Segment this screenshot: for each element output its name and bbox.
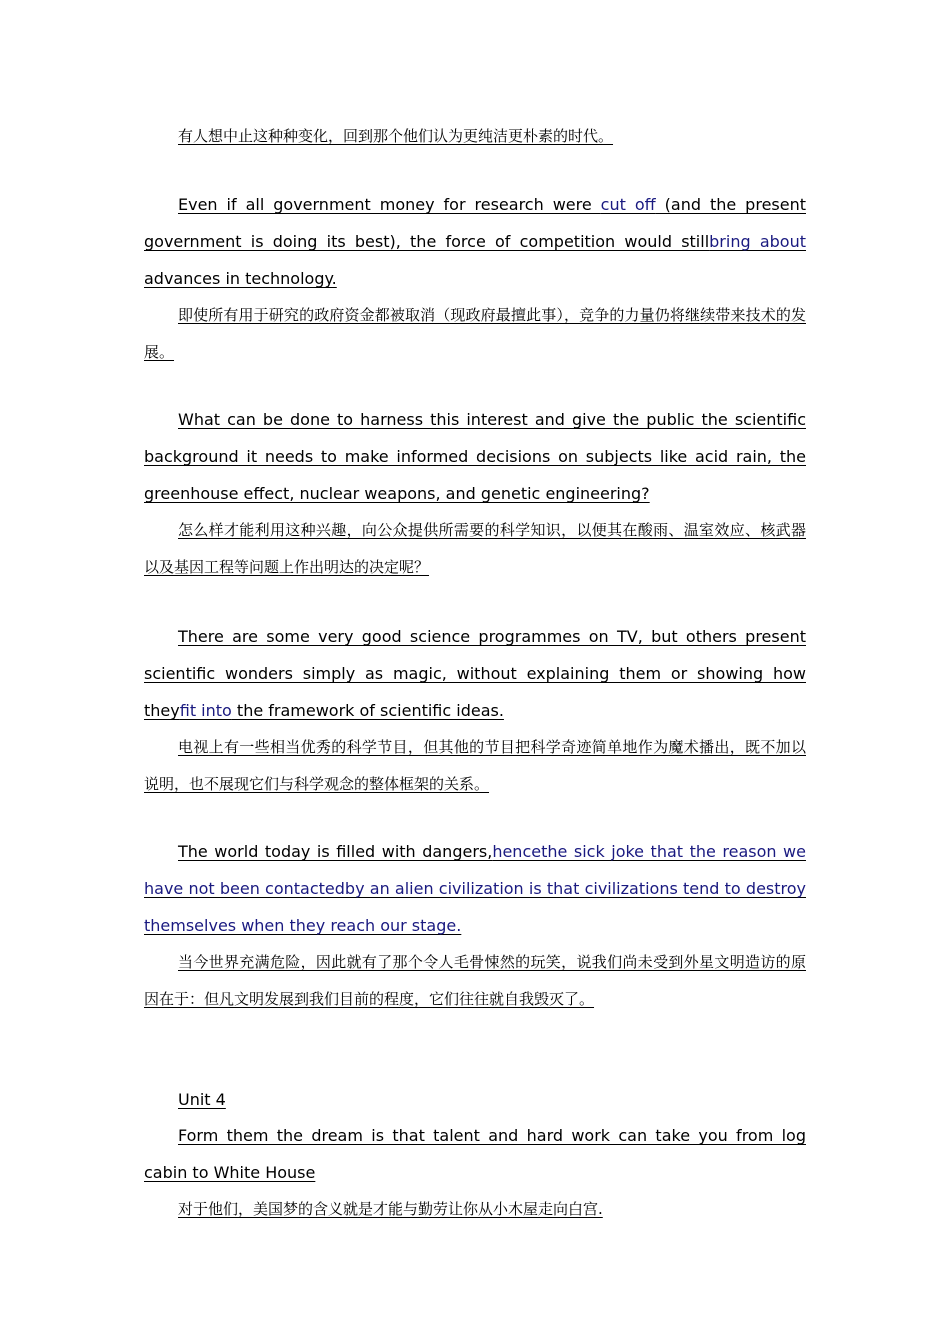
paragraph-2 [144,401,806,586]
english-sentence [144,618,806,729]
document-page [144,0,806,1344]
highlighted-phrase: cut off [600,195,656,214]
chinese-translation: 当今世界充满危险，因此就有了那个令人毛骨悚然的玩笑，说我们尚未受到外星文明造访的原因在于：但凡文明发展到我们目前的程度，它们往往就自我毁灭了。 [144,953,806,1008]
english-sentence [144,186,806,297]
english-sentence: What can be done to harness this interest and give the public the scientific background it needs to make informed decisions on subjects like acid rain, the greenhouse effect, nuclear weapons, and genetic engineering? [144,410,806,503]
text-run: The world today is filled with dangers, [178,842,493,861]
chinese-translation: 电视上有一些相当优秀的科学节目，但其他的节目把科学奇迹简单地作为魔术播出，既不加以说明，也不展现它们与科学观念的整体框架的关系。 [144,738,806,793]
text-run: the framework of scientific ideas. [231,701,504,720]
english-sentence [144,833,806,944]
paragraph-3 [144,618,806,803]
unit-section [144,1082,806,1228]
paragraph-0 [144,118,806,155]
highlighted-phrase: bring about [709,232,806,251]
paragraph-1 [144,186,806,371]
highlighted-phrase: hencethe sick joke that the reason we have not been contactedby an alien civilization is that civilizations tend to destroy themselves when they reach our stage. [144,842,806,935]
paragraph-4 [144,833,806,1018]
text-run: advances in technology. [144,269,337,288]
chinese-translation: 对于他们，美国梦的含义就是才能与勤劳让你从小木屋走向白宫. [178,1200,603,1218]
highlighted-phrase: fit into [179,701,232,720]
chinese-translation: 怎么样才能利用这种兴趣，向公众提供所需要的科学知识，以便其在酸雨、温室效应、核武器以及基因工程等问题上作出明达的决定呢？ [144,521,806,576]
text-run: Even if all government money for research were [178,195,601,214]
english-sentence: Form them the dream is that talent and hard work can take you from log cabin to White House [144,1126,806,1182]
unit-title: Unit 4 [178,1090,226,1109]
chinese-translation: 有人想中止这种种变化，回到那个他们认为更纯洁更朴素的时代。 [178,127,614,145]
text-run: There are some very good science programmes on TV, but others present scientific wonders simply as magic, without explaining them or showing how they [144,627,806,720]
chinese-translation: 即使所有用于研究的政府资金都被取消（现政府最擅此事），竞争的力量仍将继续带来技术的发展。 [144,306,806,361]
text-run: (and the present government is doing its best), the force of competition would still [144,195,806,251]
